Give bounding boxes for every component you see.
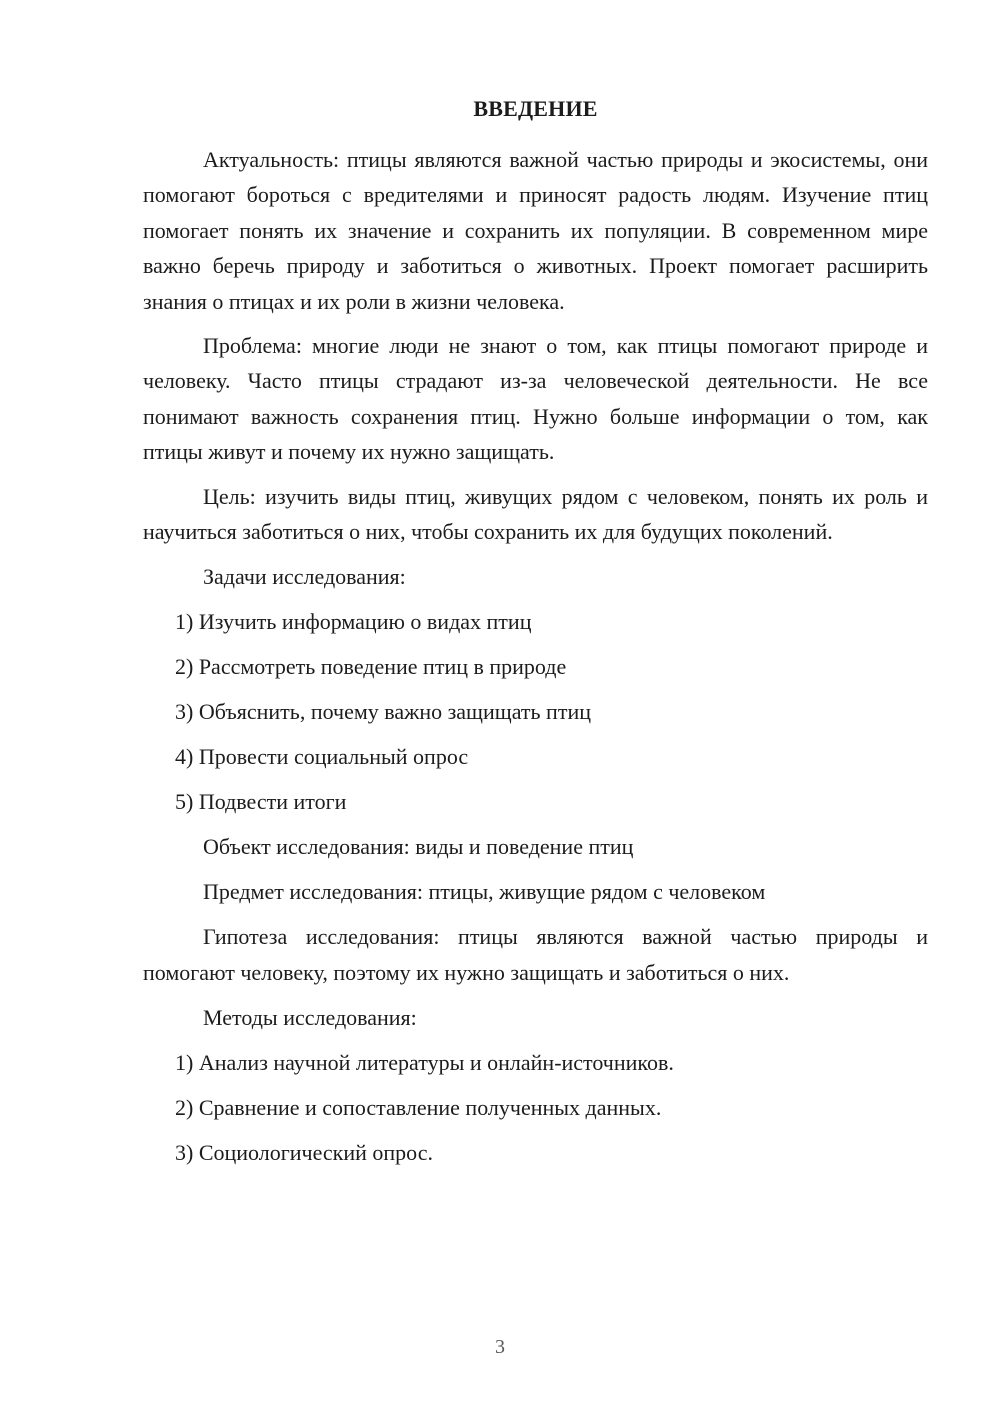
task-item: 4) Провести социальный опрос: [175, 744, 469, 770]
research-subject: Предмет исследования: птицы, живущие рядом с человеком: [203, 879, 766, 905]
task-item: 5) Подвести итоги: [175, 789, 347, 815]
tasks-title: Задачи исследования:: [203, 564, 406, 590]
problem-paragraph: Проблема: многие люди не знают о том, как птицы помогают природе и человеку. Часто птицы страдают из-за человеческой деятельности. Не все понимают важность сохранения птиц. Нужно больше информации о том, как птицы живут и почему их нужно защищать.: [143, 333, 928, 465]
task-item: 2) Рассмотреть поведение птиц в природе: [175, 654, 567, 680]
task-item: 3) Объяснить, почему важно защищать птиц: [175, 699, 591, 725]
task-item: 1) Изучить информацию о видах птиц: [175, 609, 532, 635]
hypothesis-paragraph: Гипотеза исследования: птицы являются важной частью природы и помогают человеку, поэтому их нужно защищать и заботиться о них.: [143, 924, 928, 985]
relevance-paragraph: Актуальность: птицы являются важной частью природы и экосистемы, они помогают бороться с вредителями и приносят радость людям. Изучение птиц помогает понять их значение и сохранить их популяции. В современном мире важно беречь природу и заботиться о животных. Проект помогает расширить знания о птицах и их роли в жизни человека.: [143, 147, 928, 314]
methods-title: Методы исследования:: [203, 1005, 417, 1031]
goal-paragraph: Цель: изучить виды птиц, живущих рядом с человеком, понять их роль и научиться заботиться о них, чтобы сохранить их для будущих поколений.: [143, 483, 928, 545]
section-heading: ВВЕДЕНИЕ: [473, 96, 598, 121]
research-object: Объект исследования: виды и поведение птиц: [203, 834, 634, 860]
method-item: 1) Анализ научной литературы и онлайн-источников.: [175, 1050, 674, 1076]
document-page: [143, 96, 928, 1180]
method-item: 2) Сравнение и сопоставление полученных данных.: [175, 1095, 662, 1121]
page-number: 3: [495, 1336, 505, 1358]
method-item: 3) Социологический опрос.: [175, 1140, 433, 1166]
